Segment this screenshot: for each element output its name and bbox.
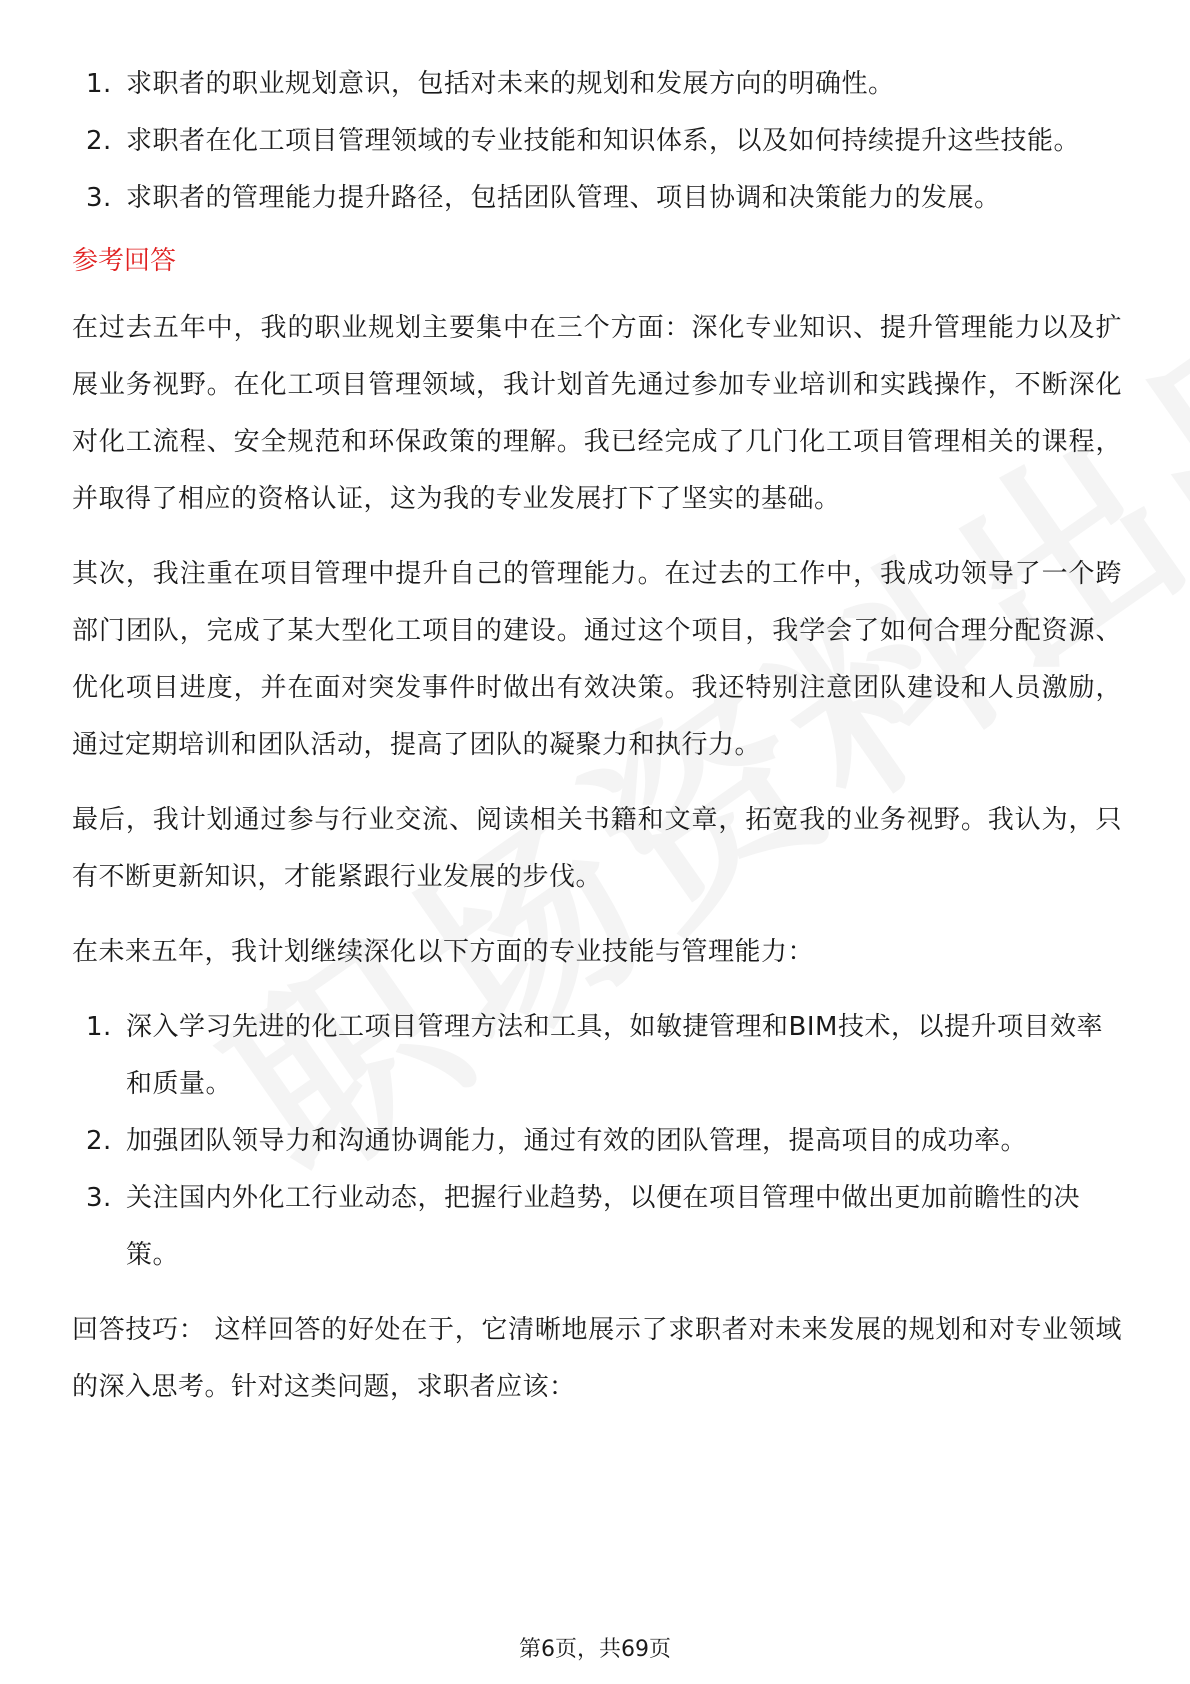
paragraph: 在未来五年，我计划继续深化以下方面的专业技能与管理能力： (72, 937, 815, 967)
list-number: 1. (86, 69, 112, 99)
plan-list (72, 999, 1122, 1284)
list-item (72, 170, 1122, 227)
list-item-text: 求职者在化工项目管理领域的专业技能和知识体系，以及如何持续提升这些技能。 (126, 126, 1081, 156)
list-item-text: 关注国内外化工行业动态，把握行业趋势，以便在项目管理中做出更加前瞻性的决策。 (126, 1183, 1081, 1270)
list-item-text: 深入学习先进的化工项目管理方法和工具，如敏捷管理和BIM技术，以提升项目效率和质量。 (126, 1012, 1103, 1099)
tips-paragraph: 回答技巧： 这样回答的好处在于，它清晰地展示了求职者对未来发展的规划和对专业领域的深入思考。针对这类问题，求职者应该： (72, 1315, 1122, 1402)
list-item-text: 加强团队领导力和沟通协调能力，通过有效的团队管理，提高项目的成功率。 (126, 1126, 1028, 1156)
list-number: 2. (86, 126, 112, 156)
list-number: 3. (86, 1183, 112, 1213)
list-item (72, 56, 1122, 113)
page-number-footer: 第6页，共69页 (519, 1637, 671, 1662)
paragraph: 最后，我计划通过参与行业交流、阅读相关书籍和文章，拓宽我的业务视野。我认为，只有不断更新知识，才能紧跟行业发展的步伐。 (72, 805, 1122, 892)
question-list (72, 56, 1122, 227)
list-item (72, 1113, 1122, 1170)
list-item (72, 999, 1122, 1113)
list-item (72, 113, 1122, 170)
list-item-text: 求职者的职业规划意识，包括对未来的规划和发展方向的明确性。 (126, 69, 895, 99)
list-number: 3. (86, 183, 112, 213)
list-number: 2. (86, 1126, 112, 1156)
page-content (72, 56, 1122, 1434)
paragraph: 在过去五年中，我的职业规划主要集中在三个方面：深化专业知识、提升管理能力以及扩展业务视野。在化工项目管理领域，我计划首先通过参加专业培训和实践操作，不断深化对化工流程、安全规范和环保政策的理解。我已经完成了几门化工项目管理相关的课程，并取得了相应的资格认证，这为我的专业发展打下了坚实的基础。 (72, 313, 1122, 514)
paragraph: 其次，我注重在项目管理中提升自己的管理能力。在过去的工作中，我成功领导了一个跨部门团队，完成了某大型化工项目的建设。通过这个项目，我学会了如何合理分配资源、优化项目进度，并在面对突发事件时做出有效决策。我还特别注意团队建设和人员激励，通过定期培训和团队活动，提高了团队的凝聚力和执行力。 (72, 559, 1122, 760)
list-item-text: 求职者的管理能力提升路径，包括团队管理、项目协调和决策能力的发展。 (126, 183, 1001, 213)
list-item (72, 1170, 1122, 1284)
list-number: 1. (86, 1012, 112, 1042)
section-title: 参考回答 (72, 246, 177, 276)
